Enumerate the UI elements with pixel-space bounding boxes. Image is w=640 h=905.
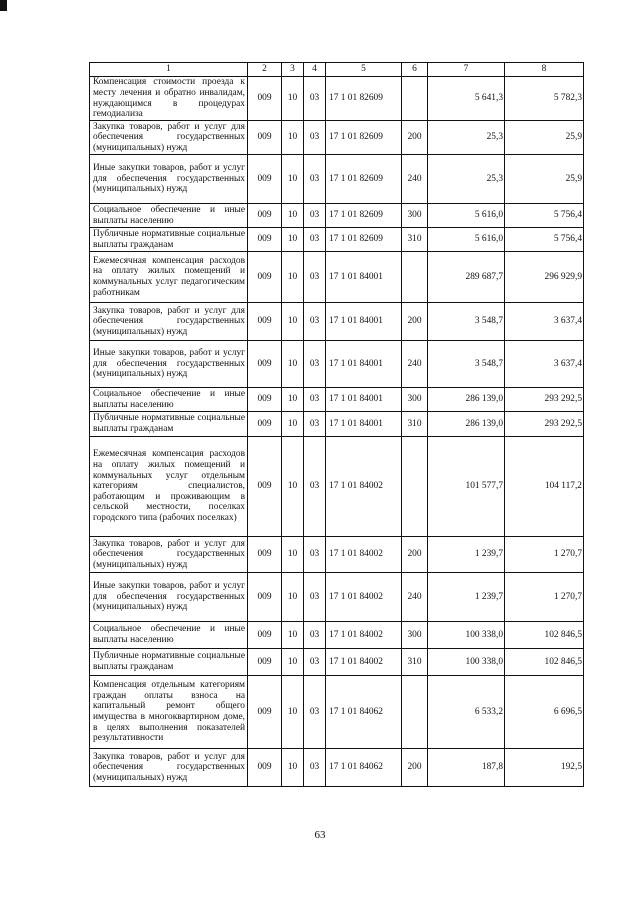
row-col-6: 240 [402,573,428,622]
row-col-3: 10 [282,155,304,204]
row-col-6: 200 [402,303,428,341]
row-col-2: 009 [248,388,282,412]
row-col-2: 009 [248,121,282,155]
row-name: Закупка товаров, работ и услуг для обеспечения государственных (муниципальных) нужд [90,537,248,573]
row-col-7: 100 338,0 [428,622,505,649]
row-col-5: 17 1 01 84001 [326,252,402,303]
row-col-3: 10 [282,537,304,573]
table-row [90,412,584,437]
row-col-5: 17 1 01 82609 [326,155,402,204]
table-row [90,121,584,155]
row-col-2: 009 [248,155,282,204]
table-row [90,341,584,388]
row-col-8: 102 846,5 [505,622,584,649]
row-col-4: 03 [304,649,326,676]
row-col-7: 6 533,2 [428,676,505,749]
table-row [90,649,584,676]
row-name: Социальное обеспечение и иные выплаты населению [90,622,248,649]
row-col-4: 03 [304,155,326,204]
row-col-4: 03 [304,537,326,573]
row-name: Закупка товаров, работ и услуг для обеспечения государственных (муниципальных) нужд [90,749,248,787]
header-col-6: 6 [402,63,428,77]
row-col-6: 310 [402,649,428,676]
row-col-8: 5 782,3 [505,77,584,121]
row-col-8: 1 270,7 [505,573,584,622]
row-col-3: 10 [282,676,304,749]
row-col-3: 10 [282,749,304,787]
row-col-6: 240 [402,155,428,204]
row-name: Компенсация стоимости проезда к месту лечения и обратно инвалидам, нуждающимся в процедурах гемодиализа [90,77,248,121]
row-col-7: 25,3 [428,155,505,204]
row-col-2: 009 [248,228,282,252]
row-col-3: 10 [282,77,304,121]
row-col-2: 009 [248,573,282,622]
table-row [90,622,584,649]
row-col-2: 009 [248,412,282,437]
table-row [90,155,584,204]
table-row [90,749,584,787]
row-col-3: 10 [282,649,304,676]
row-name: Иные закупки товаров, работ и услуг для обеспечения государственных (муниципальных) нужд [90,155,248,204]
row-col-2: 009 [248,204,282,228]
table-row [90,228,584,252]
header-col-8: 8 [505,63,584,77]
row-col-5: 17 1 01 82609 [326,77,402,121]
row-name: Ежемесячная компенсация расходов на оплату жилых помещений и коммунальных услуг педагогическим работникам [90,252,248,303]
row-col-6: 310 [402,228,428,252]
table-row [90,676,584,749]
header-col-2: 2 [248,63,282,77]
row-col-6 [402,252,428,303]
row-col-6: 200 [402,537,428,573]
row-col-5: 17 1 01 84002 [326,437,402,537]
row-col-5: 17 1 01 82609 [326,121,402,155]
row-col-4: 03 [304,622,326,649]
row-col-2: 009 [248,341,282,388]
row-col-7: 286 139,0 [428,412,505,437]
row-name: Закупка товаров, работ и услуг для обеспечения государственных (муниципальных) нужд [90,121,248,155]
row-name: Иные закупки товаров, работ и услуг для обеспечения государственных (муниципальных) нужд [90,341,248,388]
row-col-4: 03 [304,749,326,787]
row-col-8: 293 292,5 [505,388,584,412]
row-col-6: 200 [402,749,428,787]
row-col-5: 17 1 01 84062 [326,749,402,787]
row-col-4: 03 [304,228,326,252]
scan-corner-mark [0,0,7,11]
row-col-7: 100 338,0 [428,649,505,676]
table-row [90,573,584,622]
header-col-5: 5 [326,63,402,77]
table-row [90,437,584,537]
row-col-4: 03 [304,412,326,437]
row-col-6: 200 [402,121,428,155]
row-col-7: 187,8 [428,749,505,787]
row-col-5: 17 1 01 82609 [326,228,402,252]
row-col-3: 10 [282,228,304,252]
header-col-1: 1 [90,63,248,77]
row-col-6: 300 [402,204,428,228]
row-col-7: 286 139,0 [428,388,505,412]
row-col-8: 3 637,4 [505,341,584,388]
row-col-4: 03 [304,388,326,412]
row-name: Компенсация отдельным категориям граждан оплаты взноса на капитальный ремонт общего имущества в многоквартирном доме, в целях выполнения показателей результативности [90,676,248,749]
row-col-3: 10 [282,388,304,412]
row-col-5: 17 1 01 84001 [326,341,402,388]
row-col-6 [402,437,428,537]
table-row [90,77,584,121]
row-col-6: 300 [402,622,428,649]
row-col-4: 03 [304,303,326,341]
row-col-4: 03 [304,437,326,537]
row-name: Иные закупки товаров, работ и услуг для обеспечения государственных (муниципальных) нужд [90,573,248,622]
header-col-3: 3 [282,63,304,77]
row-col-7: 5 616,0 [428,204,505,228]
row-col-7: 5 641,3 [428,77,505,121]
row-col-5: 17 1 01 84002 [326,622,402,649]
row-col-7: 5 616,0 [428,228,505,252]
row-name: Закупка товаров, работ и услуг для обеспечения государственных (муниципальных) нужд [90,303,248,341]
row-col-5: 17 1 01 84001 [326,388,402,412]
row-col-5: 17 1 01 82609 [326,204,402,228]
page-number: 63 [314,829,326,841]
row-col-8: 293 292,5 [505,412,584,437]
row-col-8: 104 117,2 [505,437,584,537]
row-col-7: 101 577,7 [428,437,505,537]
row-col-6 [402,77,428,121]
row-col-8: 25,9 [505,155,584,204]
row-col-8: 6 696,5 [505,676,584,749]
row-col-5: 17 1 01 84002 [326,649,402,676]
row-name: Публичные нормативные социальные выплаты гражданам [90,412,248,437]
row-col-4: 03 [304,252,326,303]
row-col-5: 17 1 01 84062 [326,676,402,749]
row-col-3: 10 [282,252,304,303]
row-col-8: 102 846,5 [505,649,584,676]
row-col-8: 1 270,7 [505,537,584,573]
row-col-8: 25,9 [505,121,584,155]
header-col-7: 7 [428,63,505,77]
table-row [90,252,584,303]
row-col-7: 3 548,7 [428,341,505,388]
row-col-8: 296 929,9 [505,252,584,303]
row-col-3: 10 [282,437,304,537]
table-row [90,204,584,228]
row-col-8: 5 756,4 [505,204,584,228]
table-header-row [90,63,584,77]
row-name: Социальное обеспечение и иные выплаты населению [90,204,248,228]
row-col-2: 009 [248,537,282,573]
row-col-6 [402,676,428,749]
row-col-7: 1 239,7 [428,537,505,573]
table-row [90,303,584,341]
row-col-2: 009 [248,749,282,787]
row-col-6: 300 [402,388,428,412]
row-col-8: 192,5 [505,749,584,787]
row-col-5: 17 1 01 84001 [326,303,402,341]
row-col-3: 10 [282,204,304,228]
row-col-2: 009 [248,303,282,341]
row-name: Публичные нормативные социальные выплаты гражданам [90,649,248,676]
row-col-7: 25,3 [428,121,505,155]
row-col-4: 03 [304,573,326,622]
row-col-7: 289 687,7 [428,252,505,303]
row-col-5: 17 1 01 84002 [326,573,402,622]
row-col-2: 009 [248,622,282,649]
row-col-2: 009 [248,252,282,303]
row-col-2: 009 [248,676,282,749]
row-name: Социальное обеспечение и иные выплаты населению [90,388,248,412]
row-col-5: 17 1 01 84002 [326,537,402,573]
row-col-3: 10 [282,622,304,649]
header-col-4: 4 [304,63,326,77]
row-col-8: 3 637,4 [505,303,584,341]
row-col-6: 310 [402,412,428,437]
row-col-3: 10 [282,573,304,622]
table-row [90,388,584,412]
row-col-6: 240 [402,341,428,388]
row-col-3: 10 [282,303,304,341]
row-name: Публичные нормативные социальные выплаты гражданам [90,228,248,252]
row-col-4: 03 [304,341,326,388]
row-col-3: 10 [282,341,304,388]
row-col-4: 03 [304,77,326,121]
row-col-4: 03 [304,121,326,155]
row-name: Ежемесячная компенсация расходов на оплату жилых помещений и коммунальных услуг отдельным категориям специалистов, работающим и проживающим в сельской местности, поселках городского типа (рабочих поселках) [90,437,248,537]
row-col-8: 5 756,4 [505,228,584,252]
budget-table [89,62,584,787]
row-col-3: 10 [282,412,304,437]
row-col-3: 10 [282,121,304,155]
row-col-2: 009 [248,649,282,676]
row-col-4: 03 [304,676,326,749]
row-col-7: 1 239,7 [428,573,505,622]
row-col-7: 3 548,7 [428,303,505,341]
row-col-4: 03 [304,204,326,228]
row-col-5: 17 1 01 84001 [326,412,402,437]
row-col-2: 009 [248,77,282,121]
table-row [90,537,584,573]
row-col-2: 009 [248,437,282,537]
